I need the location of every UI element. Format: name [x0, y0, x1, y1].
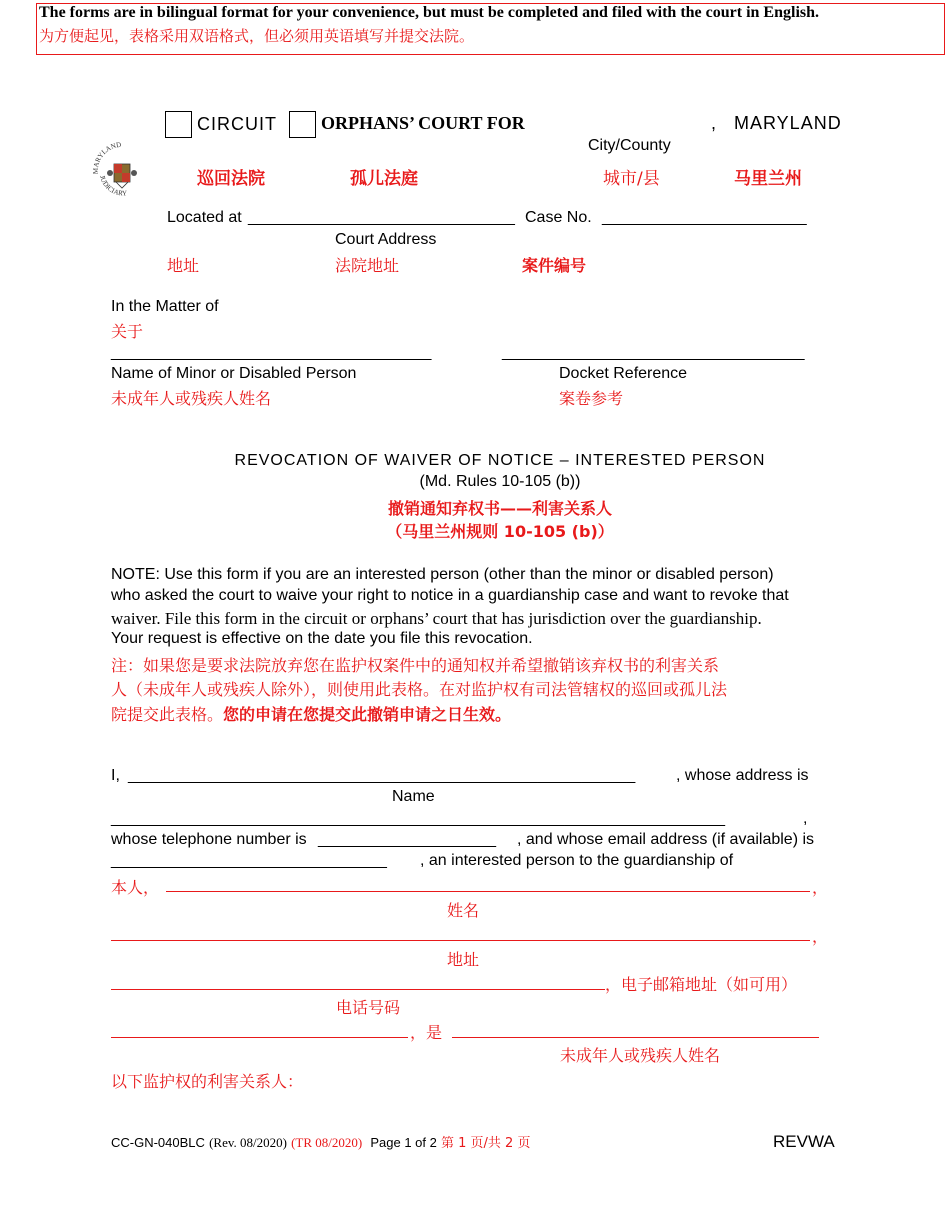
seal-top-text: MARYLAND [92, 140, 122, 175]
note-cn-line-3: 院提交此表格。您的申请在您提交此撤销申请之日生效。 [111, 705, 512, 724]
circuit-label-cn: 巡回法院 [197, 169, 265, 189]
cn-shi-label: ，是 [410, 1023, 443, 1042]
circuit-label: CIRCUIT [197, 114, 277, 134]
orphans-court-label: ORPHANS’ COURT FOR [321, 113, 525, 133]
note-line-1: NOTE: Use this form if you are an interested person (other than the minor or disabled person) [111, 566, 774, 583]
case-no-label-cn: 案件编号 [522, 256, 587, 275]
form-id: CC-GN-040BLC [111, 1135, 205, 1150]
form-title-rule-cn: （马里兰州规则 10-105 (b)） [386, 522, 614, 541]
docket-reference-field[interactable]: __________________________________ [502, 344, 805, 361]
whose-email-label: , and whose email address (if available) is [517, 831, 815, 848]
declarant-address-field[interactable]: _____________________________________________________________________ [111, 810, 725, 827]
form-title-rule: (Md. Rules 10-105 (b)) [419, 473, 581, 490]
note-line-2: who asked the court to waive your right to notice in a guardianship case and want to revoke that [111, 587, 789, 604]
form-footer [111, 1132, 530, 1151]
cn-name-label: 姓名 [447, 901, 480, 920]
maryland-label: MARYLAND [734, 113, 842, 133]
i-prefix: I, [111, 767, 120, 784]
banner-chinese-text: 为方便起见，表格采用双语格式，但必须用英语填写并提交法院。 [39, 27, 475, 45]
maryland-label-cn: 马里兰州 [734, 169, 802, 189]
interested-person-label: , an interested person to the guardianship of [420, 852, 734, 869]
whose-address-label: , whose address is [676, 767, 809, 784]
cn-minor-name-label: 未成年人或残疾人姓名 [560, 1046, 721, 1065]
cn-phone-label: 电话号码 [336, 998, 401, 1017]
circuit-court-checkbox[interactable] [165, 111, 192, 138]
header-comma: , [711, 113, 717, 133]
note-cn-line-1: 注：如果您是要求法院放弃您在监护权案件中的通知权并希望撤销该弃权书的利害关系 [111, 656, 720, 675]
cn-phone-field[interactable] [111, 989, 605, 990]
cn-minor-name-field[interactable] [452, 1037, 819, 1038]
in-the-matter-label-cn: 关于 [111, 322, 144, 341]
address-label-cn: 地址 [167, 256, 200, 275]
form-code: REVWA [773, 1132, 835, 1151]
minor-name-field[interactable]: ____________________________________ [111, 344, 432, 361]
note-line-4: Your request is effective on the date you file this revocation. [111, 630, 533, 647]
note-cn-line-2: 人（未成年人或残疾人除外），则使用此表格。在对监护权有司法管辖权的巡回或孤儿法 [111, 680, 728, 699]
minor-name-label-cn: 未成年人或残疾人姓名 [111, 389, 272, 408]
form-title: REVOCATION OF WAIVER OF NOTICE – INTERESTED PERSON [234, 452, 766, 469]
cn-i-label: 本人， [111, 878, 160, 897]
page-number-cn: 第 1 页/共 2 页 [441, 1136, 531, 1151]
case-no-label: Case No. [525, 209, 592, 226]
cn-email-field[interactable] [111, 1037, 408, 1038]
court-address-label-cn: 法院地址 [335, 256, 400, 275]
note-line-3: waiver. File this form in the circuit or orphans’ court that has jurisdiction over the guardianship. [111, 609, 762, 628]
cn-email-label: ，电子邮箱地址（如可用） [605, 975, 798, 994]
cn-address-label: 地址 [447, 950, 480, 969]
court-address-field[interactable]: ______________________________ [248, 209, 515, 226]
form-title-cn: 撤销通知弃权书——利害关系人 [387, 499, 612, 518]
cn-address-field[interactable] [111, 940, 810, 941]
cn-interested-label: 以下监护权的利害关系人： [111, 1072, 304, 1091]
maryland-judiciary-seal-icon [92, 140, 152, 204]
name-label: Name [392, 788, 435, 805]
cn-name-field[interactable] [166, 891, 810, 892]
city-county-label-cn: 城市/县 [603, 169, 660, 189]
located-at-label: Located at [167, 209, 242, 226]
form-revision: (Rev. 08/2020) [209, 1135, 287, 1150]
page-number: Page 1 of 2 [370, 1135, 437, 1150]
case-number-field[interactable]: _______________________ [602, 209, 807, 226]
in-the-matter-label: In the Matter of [111, 298, 219, 315]
banner-english-text: The forms are in bilingual format for your convenience, but must be completed and filed with the court in English. [39, 4, 820, 21]
orphans-label-cn: 孤儿法庭 [350, 169, 418, 189]
email-field[interactable]: _______________________________ [111, 852, 387, 869]
seal-bottom-text: JUDICIARY [98, 174, 128, 198]
city-county-field[interactable] [540, 133, 705, 134]
cn-comma-2: ， [812, 927, 829, 946]
cn-comma-1: ， [812, 878, 829, 897]
orphans-court-checkbox[interactable] [289, 111, 316, 138]
minor-name-label: Name of Minor or Disabled Person [111, 365, 357, 382]
whose-telephone-label: whose telephone number is [111, 831, 307, 848]
city-county-label: City/County [588, 137, 671, 154]
address-comma: , [803, 810, 808, 827]
form-translation-revision: (TR 08/2020) [291, 1135, 363, 1150]
docket-reference-label-cn: 案卷参考 [559, 389, 624, 408]
declarant-name-field[interactable]: _________________________________________________________ [128, 767, 636, 784]
court-address-label: Court Address [335, 231, 437, 248]
docket-reference-label: Docket Reference [559, 365, 688, 382]
telephone-field[interactable]: ____________________ [318, 831, 496, 848]
